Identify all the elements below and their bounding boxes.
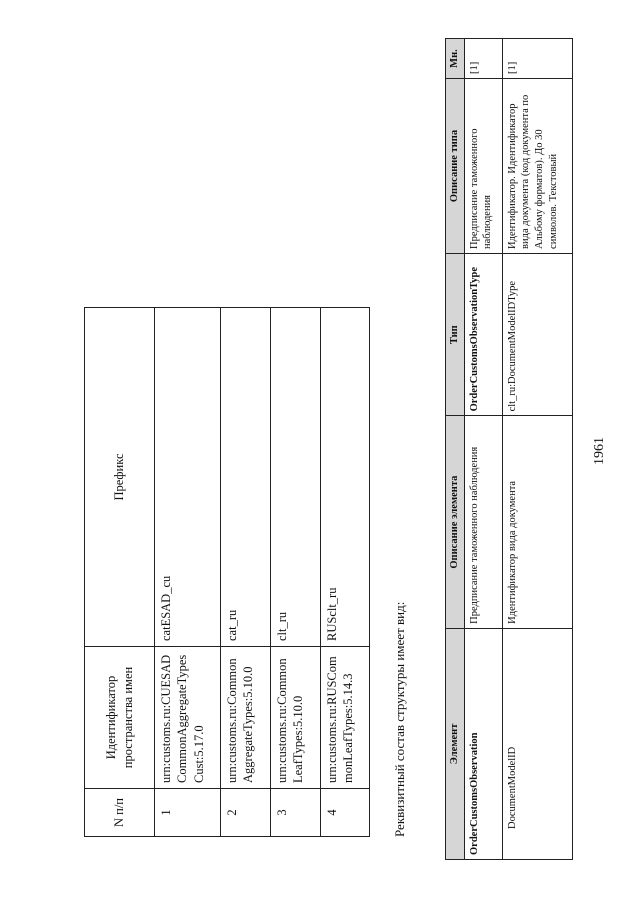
table-row <box>155 308 221 837</box>
element-name: OrderCustomsObservation <box>464 628 502 859</box>
row-number: 4 <box>321 789 370 837</box>
row-number: 2 <box>221 789 271 837</box>
header-prefix: Префикс <box>85 308 155 647</box>
header-type-description: Описание типа <box>446 79 465 254</box>
requisites-header-row <box>446 39 465 860</box>
requisite-title: Реквизитный состав структуры имеет вид: <box>392 601 407 837</box>
element-type: OrderCustomsObservationType <box>464 253 502 415</box>
row-number: 3 <box>271 789 321 837</box>
namespaces-header-row <box>85 308 155 837</box>
header-number: N п/п <box>85 789 155 837</box>
type-description: Идентификатор. Идентификатор вида документа (код документа по Альбому форматов). До 30 символов. Текстовый <box>502 79 572 254</box>
namespace-id: urn:customs.ru:RUSCommonLeafTypes:5.14.3 <box>321 647 370 789</box>
header-multiplicity: Мн. <box>446 39 465 79</box>
table-row <box>321 308 370 837</box>
header-element-description: Описание элемента <box>446 416 465 628</box>
multiplicity: [1] <box>464 39 502 79</box>
type-description: Предписание таможенного наблюдения <box>464 79 502 254</box>
namespace-id: urn:customs.ru:CommonAggregateTypes:5.10.0 <box>221 647 271 789</box>
element-description: Идентификатор вида документа <box>502 416 572 628</box>
namespace-id: urn:customs.ru:CUESADCommonAggregateTypesCust:5.17.0 <box>155 647 221 789</box>
header-type: Тип <box>446 253 465 415</box>
namespaces-table <box>84 307 370 837</box>
requisites-table <box>445 38 573 860</box>
element-name: DocumentModelID <box>502 628 572 859</box>
table-row <box>271 308 321 837</box>
namespace-id: urn:customs.ru:CommonLeafTypes:5.10.0 <box>271 647 321 789</box>
namespace-prefix: catESAD_cu <box>155 308 221 647</box>
namespace-prefix: RUSclt_ru <box>321 308 370 647</box>
element-description: Предписание таможенного наблюдения <box>464 416 502 628</box>
table-row <box>464 39 502 860</box>
element-type: clt_ru:DocumentModelIDType <box>502 253 572 415</box>
row-number: 1 <box>155 789 221 837</box>
page-number: 1961 <box>592 437 607 465</box>
header-namespace: Идентификатор пространства имен <box>85 647 155 789</box>
header-element: Элемент <box>446 628 465 859</box>
table-row <box>221 308 271 837</box>
namespace-prefix: cat_ru <box>221 308 271 647</box>
table-row <box>502 39 572 860</box>
multiplicity: [1] <box>502 39 572 79</box>
namespace-prefix: clt_ru <box>271 308 321 647</box>
